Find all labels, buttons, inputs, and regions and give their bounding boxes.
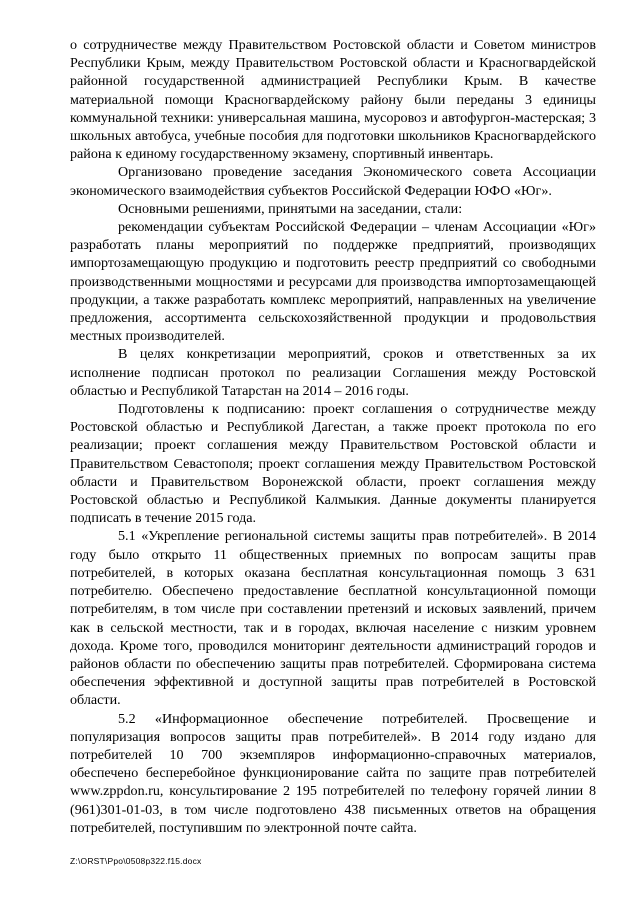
paragraph-draft-agreements: Подготовлены к подписанию: проект соглашения о сотрудничестве между Ростовской областью и Республикой Дагестан, а также проект протокола по его реализации; проект соглашения между Правительством Ростовской области и Правительством Севастополя; проект соглашения между Правительством Ростовской области и Правительством Воронежской области, проект соглашения между Ростовской областью и Республикой Калмыкия. Данные документы планируется подписать в течение 2015 года. bbox=[70, 401, 596, 527]
paragraph-section-5-1: 5.1 «Укрепление региональной системы защиты прав потребителей». В 2014 году было открыто 11 общественных приемных по вопросам защиты прав потребителей, в которых оказана бесплатная консультационная помощь 3 631 потребителю. Обеспечено предоставление бесплатной консультационной помощи потребителям, в том числе при составлении претензий и исковых заявлений, причем как в сельской местности, так и в городах, включая население с низким уровнем дохода. Кроме того, проводился мониторинг деятельности администраций городов и районов области по обеспечению защиты прав потребителей. Сформирована система обеспечения эффективной и доступной защиты прав потребителей в Ростовской области. bbox=[70, 528, 596, 709]
paragraph-main-decisions: Основными решениями, принятыми на заседании, стали: bbox=[118, 200, 463, 217]
paragraph-recommendations: рекомендации субъектам Российской Федерации – членам Ассоциации «Юг» разработать планы мероприятий по поддержке предприятий, производящих импортозамещающую продукцию и подготовить реестр предприятий со свободными производственными мощностями и ресурсами для производства импортозамещающей продукции, а также разработать комплекс мероприятий, направленных на увеличение предложения, ассортимента сельскохозяйственной продукции и продовольствия местных производителей. bbox=[70, 219, 596, 345]
document-body bbox=[70, 36, 596, 837]
paragraph-economic-council: Организовано проведение заседания Экономического совета Ассоциации экономического взаимодействия субъектов Российской Федерации ЮФО «Юг». bbox=[70, 164, 596, 199]
paragraph-section-5-2: 5.2 «Информационное обеспечение потребителей. Просвещение и популяризация вопросов защиты прав потребителей». В 2014 году издано для потребителей 10 700 экземпляров информационно-справочных материалов, обеспечено бесперебойное функционирование сайта по защите прав потребителей www.zppdon.ru, консультирование 2 195 потребителей по телефону горячей линии 8 (961)301-01-03, в том числе подготовлено 438 письменных ответов на обращения потребителей, поступившим по электронной почте сайта. bbox=[70, 710, 596, 836]
paragraph-protocol-tatarstan: В целях конкретизации мероприятий, сроков и ответственных за их исполнение подписан протокол по реализации Соглашения между Ростовской областью и Республикой Татарстан на 2014 – 2016 годы. bbox=[70, 346, 596, 399]
footer-file-path: Z:\ORST\Ppo\0508p322.f15.docx bbox=[70, 856, 202, 866]
paragraph-continuation: о сотрудничестве между Правительством Ростовской области и Советом министров Республики Крым, между Правительством Ростовской области и Красногвардейской районной государственной администрацией Республики Крым. В качестве материальной помощи Красногвардейскому району были переданы 3 единицы коммунальной техники: универсальная машина, мусоровоз и автофургон-мастерская; 3 школьных автобуса, учебные пособия для подготовки школьников Красногвардейского района к единому государственному экзамену, спортивный инвентарь. bbox=[70, 37, 596, 163]
